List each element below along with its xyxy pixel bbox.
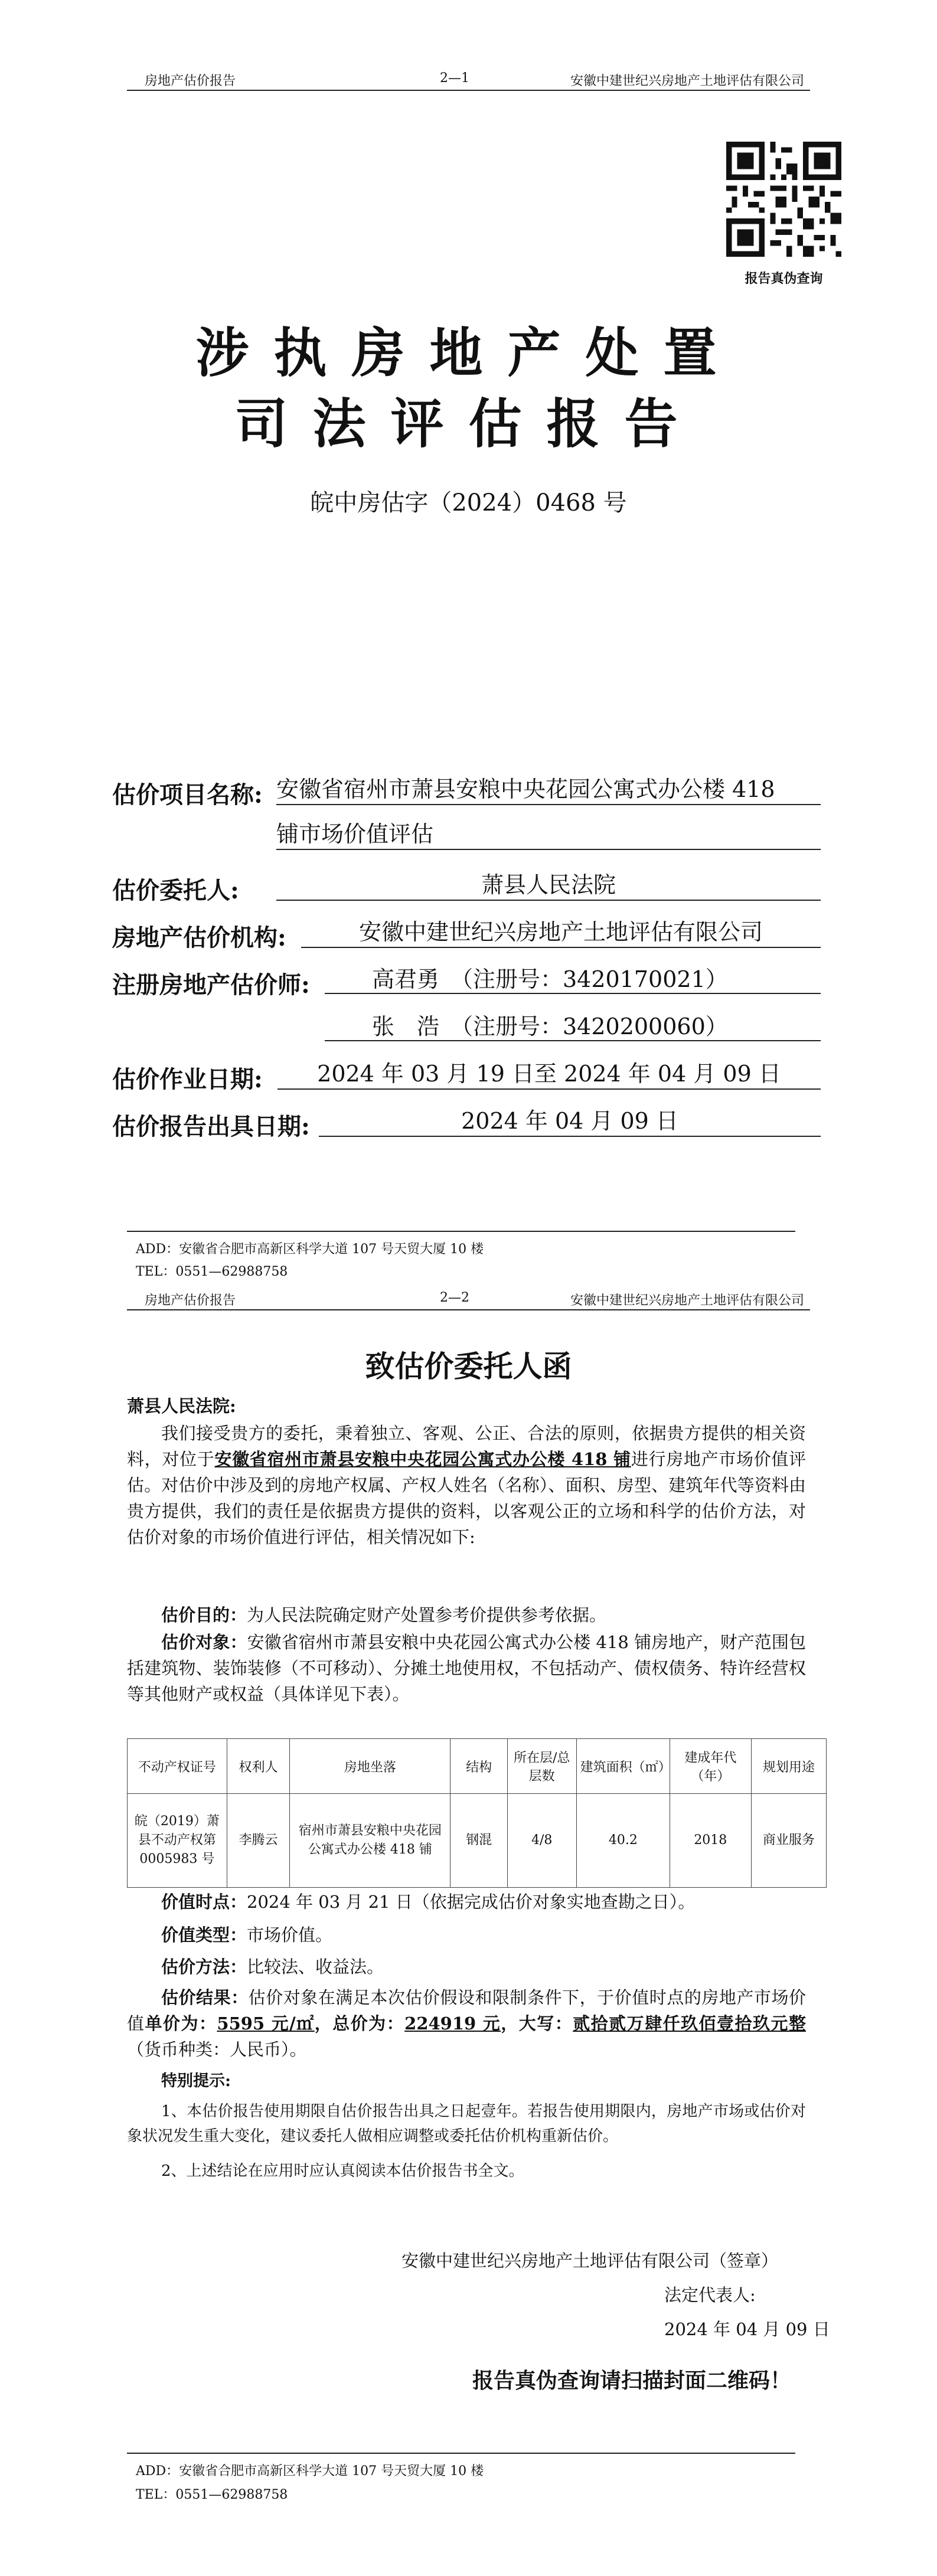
page-header	[127, 66, 810, 91]
footer-divider	[127, 1231, 795, 1232]
project-label: 估价项目名称:	[112, 781, 263, 809]
appraiser-label: 注册房地产估价师:	[112, 971, 310, 999]
col-floor: 所在层/总层数	[507, 1739, 576, 1794]
property-address: 安徽省宿州市萧县安粮中央花园公寓式办公楼 418 铺	[214, 1449, 631, 1469]
col-cert: 不动产权证号	[128, 1739, 227, 1794]
cell-area: 40.2	[576, 1794, 670, 1888]
sign-representative: 法定代表人:	[664, 2285, 756, 2305]
letter-salutation: 萧县人民法院:	[127, 1396, 236, 1416]
report-date-label: 估价报告出具日期:	[112, 1113, 310, 1140]
footer-tel: TEL：0551—62988758	[136, 1264, 288, 1279]
appraiser-1: 高君勇 （注册号：3420170021）	[325, 965, 821, 994]
footer-tel-2: TEL：0551—62988758	[136, 2487, 288, 2502]
qr-caption: 报告真伪查询	[745, 271, 823, 286]
client-value: 萧县人民法院	[276, 870, 821, 901]
col-location: 房地坐落	[290, 1739, 450, 1794]
cell-cert: 皖（2019）萧县不动产权第 0005983 号	[128, 1794, 227, 1888]
col-year: 建成年代（年）	[670, 1739, 752, 1794]
work-date-label: 估价作业日期:	[112, 1065, 263, 1093]
cell-use: 商业服务	[751, 1794, 826, 1888]
report-title-line1: 涉执房地产处置	[195, 322, 742, 384]
client-label: 估价委托人:	[112, 877, 239, 904]
agency-label: 房地产估价机构:	[112, 924, 286, 952]
note-2: 2、上述结论在应用时应认真阅读本估价报告书全文。	[161, 2162, 524, 2180]
special-title: 特别提示:	[161, 2072, 231, 2090]
cell-year: 2018	[670, 1794, 752, 1888]
sign-company: 安徽中建世纪兴房地产土地评估有限公司（签章）	[401, 2251, 779, 2271]
header-right: 安徽中建世纪兴房地产土地评估有限公司	[570, 74, 804, 89]
footer-address: ADD：安徽省合肥市高新区科学大道 107 号天贸大厦 10 楼	[136, 1242, 484, 1257]
purpose-line: 估价目的：为人民法院确定财产处置参考价提供参考依据。	[161, 1605, 607, 1625]
cell-structure: 钢混	[450, 1794, 507, 1888]
property-table	[127, 1738, 827, 1888]
col-area: 建筑面积（㎡）	[576, 1739, 670, 1794]
col-owner: 权利人	[227, 1739, 290, 1794]
agency-value: 安徽中建世纪兴房地产土地评估有限公司	[301, 917, 821, 948]
object-line: 估价对象：安徽省宿州市萧县安粮中央花园公寓式办公楼 418 铺房地产，财产范围包括建筑物、装饰装修（不可移动）、分摊土地使用权，不包括动产、债权债务、特许经营权等其他财产或权益（具体详见下表）。	[127, 1632, 806, 1704]
report-title-line2: 司法评估报告	[234, 393, 703, 455]
table-row	[128, 1794, 827, 1888]
letter-title: 致估价委托人函	[365, 1349, 572, 1384]
col-structure: 结构	[450, 1739, 507, 1794]
header-page-number: 2—1	[440, 71, 469, 86]
letter-intro: 我们接受贵方的委托，秉着独立、客观、公正、合法的原则，依据贵方提供的相关资料，对位于安徽省宿州市萧县安粮中央花园公寓式办公楼 418 铺进行房地产市场价值评估。对估价中涉及到的房地产权属、产权人姓名（名称）、面积、房型、建筑年代等资料由贵方提供，我们的责任是依据贵方提供的资料，以客观公正的立场和科学的估价方法，对估价对象的市场价值进行评估，相关情况如下:	[127, 1423, 806, 1547]
project-value-line2: 铺市场价值评估	[276, 819, 821, 850]
cell-floor: 4/8	[507, 1794, 576, 1888]
cell-owner: 李腾云	[227, 1794, 290, 1888]
appraiser-2: 张 浩 （注册号：3420200060）	[325, 1012, 821, 1041]
method-line: 估价方法：比较法、收益法。	[161, 1957, 384, 1977]
verify-note: 报告真伪查询请扫描封面二维码！	[472, 2368, 792, 2393]
total-price: 224919 元	[404, 2013, 501, 2034]
valuation-date-line: 价值时点：2024 年 03 月 21 日（依据完成估价对象实地查勘之日）。	[161, 1892, 696, 1912]
header-right-2: 安徽中建世纪兴房地产土地评估有限公司	[570, 1293, 804, 1308]
document-number: 皖中房估字（2024）0468 号	[310, 489, 627, 516]
col-use: 规划用途	[751, 1739, 826, 1794]
result-paragraph: 估价结果：估价对象在满足本次估价假设和限制条件下，于价值时点的房地产市场价值单价为：5595 元/㎡，总价为：224919 元，大写：贰拾贰万肆仟玖佰壹拾玖元整（货币种类：人民币）。	[127, 1987, 806, 2060]
table-header-row	[128, 1739, 827, 1794]
footer-divider-2	[127, 2453, 795, 2454]
footer-address-2: ADD：安徽省合肥市高新区科学大道 107 号天贸大厦 10 楼	[136, 2464, 484, 2479]
report-date-value: 2024 年 04 月 09 日	[319, 1106, 821, 1137]
note-1: 1、本估价报告使用期限自估价报告出具之日起壹年。若报告使用期限内，房地产市场或估价对象状况发生重大变化，建议委托人做相应调整或委托估价机构重新估价。	[127, 2103, 806, 2145]
unit-price: 5595 元/㎡	[217, 2013, 315, 2034]
value-type-line: 价值类型：市场价值。	[161, 1925, 333, 1945]
project-value-line1: 安徽省宿州市萧县安粮中央花园公寓式办公楼 418	[276, 774, 821, 805]
cell-location: 宿州市萧县安粮中央花园公寓式办公楼 418 铺	[290, 1794, 450, 1888]
header-left-2: 房地产估价报告	[145, 1293, 236, 1308]
header-left: 房地产估价报告	[145, 74, 236, 89]
header-page-number-2: 2—2	[440, 1290, 469, 1305]
total-price-uppercase: 贰拾贰万肆仟玖佰壹拾玖元整	[573, 2013, 806, 2034]
sign-date: 2024 年 04 月 09 日	[664, 2319, 830, 2339]
work-date-value: 2024 年 03 月 19 日至 2024 年 04 月 09 日	[277, 1059, 821, 1090]
page-header-2	[127, 1286, 810, 1310]
qr-code[interactable]	[726, 142, 841, 257]
